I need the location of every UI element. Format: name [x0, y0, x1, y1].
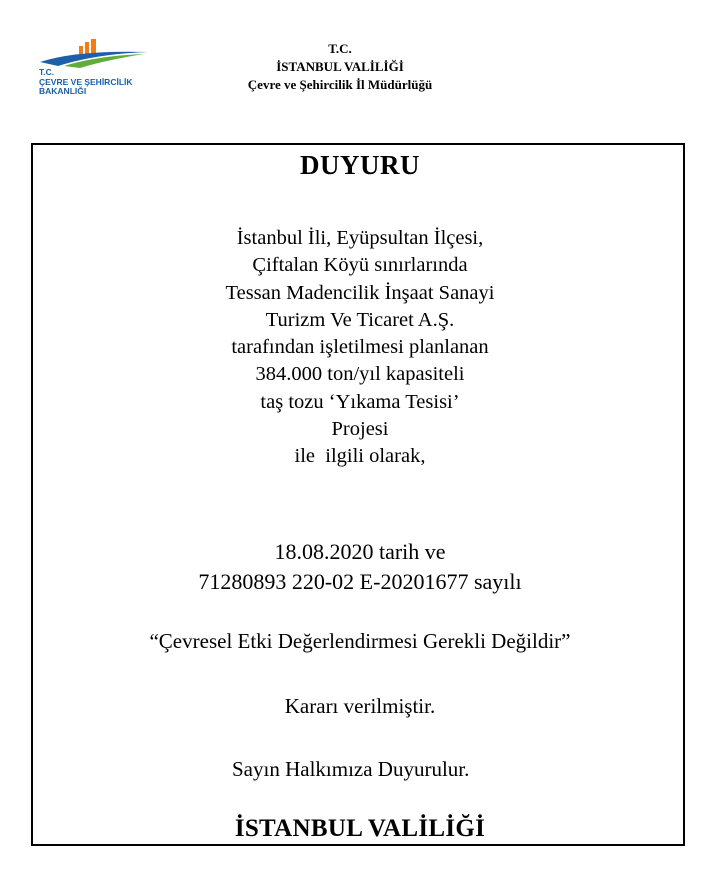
reference-number: 71280893 220-02 E-20201677 sayılı: [198, 569, 522, 594]
notice-line: 384.000 ton/yıl kapasiteli: [255, 363, 465, 386]
letterhead-line-governorship: İSTANBUL VALİLİĞİ: [276, 59, 404, 74]
decision-reference: [40, 537, 680, 597]
notice-line: Tessan Madencilik İnşaat Sanayi: [225, 281, 495, 304]
letterhead-line-tc: T.C.: [328, 41, 352, 56]
logo-text-line: BAKANLIĞI: [39, 86, 87, 96]
closing-text: Sayın Halkımıza Duyurulur.: [232, 757, 470, 781]
notice-line: tarafından işletilmesi planlanan: [231, 336, 489, 359]
logo-text-line: T.C.: [39, 67, 55, 77]
reference-date: 18.08.2020 tarih ve: [274, 539, 446, 564]
letterhead: [160, 40, 520, 94]
verdict-text: Kararı verilmiştir.: [284, 694, 436, 718]
ministry-logo-text: [39, 68, 133, 97]
ministry-logo: [36, 36, 166, 116]
ministry-emblem-icon: [36, 36, 156, 70]
letterhead-line-directorate: Çevre ve Şehircilik İl Müdürlüğü: [247, 77, 433, 92]
notice-line: İstanbul İli, Eyüpsultan İlçesi,: [236, 227, 484, 249]
notice-title: DUYURU: [300, 150, 420, 180]
logo-text-line: ÇEVRE VE ŞEHİRCİLİK: [39, 76, 133, 87]
signature-authority: İSTANBUL VALİLİĞİ: [234, 815, 486, 842]
notice-line: Çiftalan Köyü sınırlarında: [252, 254, 468, 277]
notice-line: Turizm Ve Ticaret A.Ş.: [265, 308, 455, 331]
decision-statement: “Çevresel Etki Değerlendirmesi Gerekli Değildir”: [149, 629, 571, 653]
notice-line: taş tozu ‘Yıkama Tesisi’: [260, 390, 460, 413]
notice-line: Projesi: [331, 418, 389, 441]
notice-line: ile ilgili olarak,: [294, 445, 426, 468]
notice-body: [40, 225, 680, 471]
